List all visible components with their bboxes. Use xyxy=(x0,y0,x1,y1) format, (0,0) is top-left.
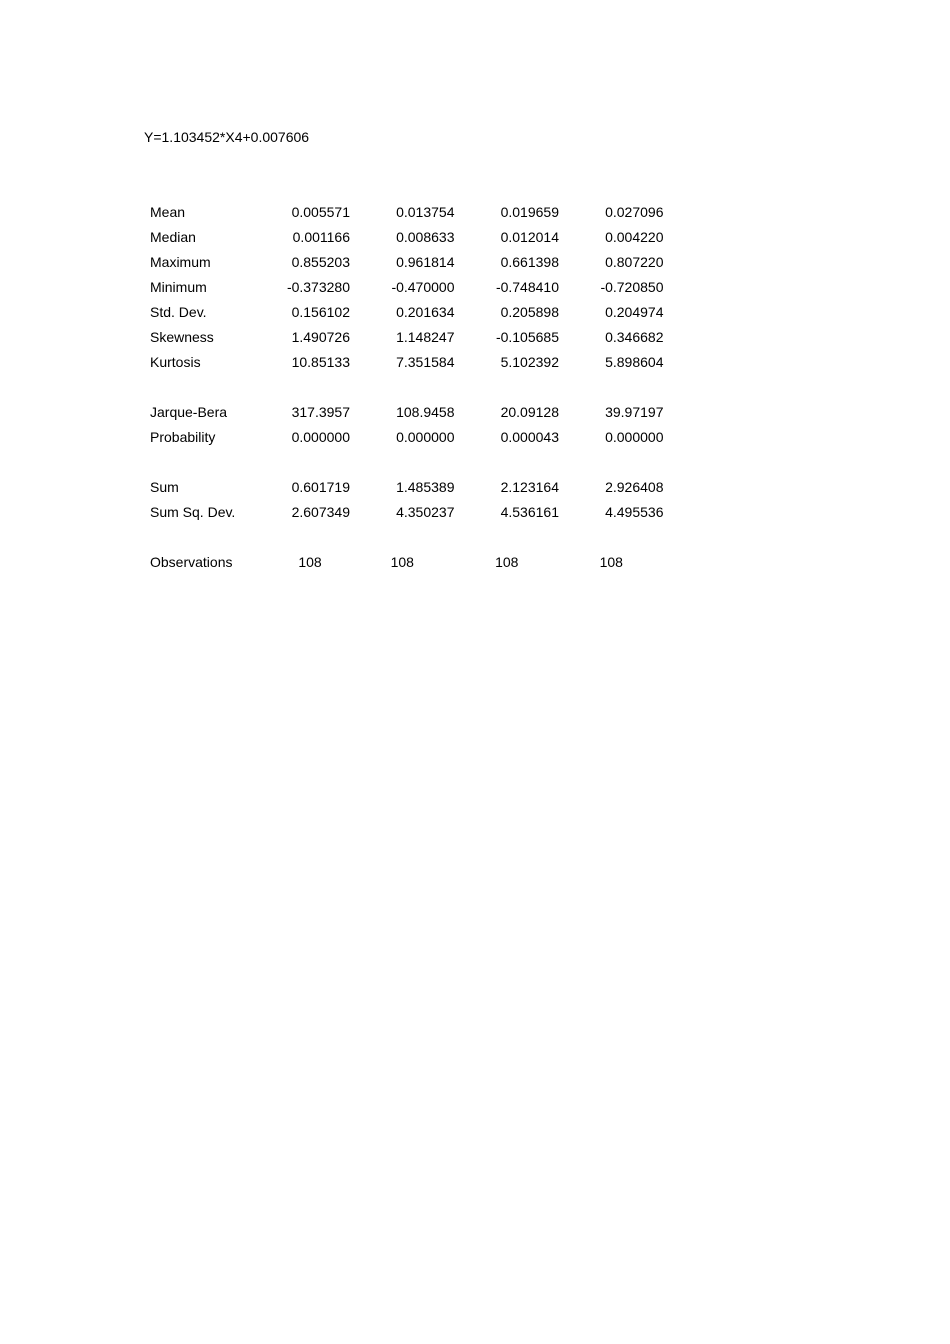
table-row xyxy=(150,225,664,250)
row-label: Std. Dev. xyxy=(150,304,207,320)
cell-value: 0.205898 xyxy=(500,304,559,320)
cell-value: -0.748410 xyxy=(495,279,559,295)
cell-value: 0.000043 xyxy=(500,429,559,445)
cell-value: 2.123164 xyxy=(500,479,559,495)
cell-value: 0.204974 xyxy=(605,304,664,320)
cell-value: 4.495536 xyxy=(605,504,664,520)
row-label: Skewness xyxy=(150,329,214,345)
row-label: Maximum xyxy=(150,254,211,270)
table-row xyxy=(150,275,664,300)
table-row xyxy=(150,425,664,450)
cell-value: 0.008633 xyxy=(396,229,455,245)
table-row xyxy=(150,250,664,275)
cell-value: 2.607349 xyxy=(291,504,350,520)
spacer-cell xyxy=(150,525,664,550)
cell-value: 0.005571 xyxy=(291,204,350,220)
table-row xyxy=(150,500,664,525)
table-row xyxy=(150,200,664,225)
row-label: Mean xyxy=(150,204,186,220)
table-row xyxy=(150,550,664,575)
descriptive-statistics-table xyxy=(150,200,664,575)
table-row xyxy=(150,475,664,500)
cell-value: 0.000000 xyxy=(605,429,664,445)
cell-value: 0.661398 xyxy=(500,254,559,270)
cell-value: 20.09128 xyxy=(500,404,559,420)
spacer-row xyxy=(150,450,664,475)
spacer-cell xyxy=(150,375,664,400)
cell-value: 2.926408 xyxy=(605,479,664,495)
table-row xyxy=(150,325,664,350)
cell-value: -0.105685 xyxy=(495,329,559,345)
cell-value: 5.898604 xyxy=(605,354,664,370)
cell-value: 10.85133 xyxy=(291,354,350,370)
cell-value: 0.019659 xyxy=(500,204,559,220)
cell-value: 0.807220 xyxy=(605,254,664,270)
table-row xyxy=(150,300,664,325)
row-label: Jarque-Bera xyxy=(150,404,228,420)
cell-value: 39.97197 xyxy=(605,404,664,420)
cell-value: 0.001166 xyxy=(292,229,350,245)
spacer-row xyxy=(150,525,664,550)
row-label: Observations xyxy=(150,554,233,570)
cell-value: 317.3957 xyxy=(291,404,350,420)
cell-value: 108.9458 xyxy=(396,404,455,420)
cell-value: -0.470000 xyxy=(391,279,455,295)
cell-value: 7.351584 xyxy=(396,354,455,370)
cell-value: 4.350237 xyxy=(396,504,455,520)
row-label: Probability xyxy=(150,429,216,445)
cell-value: -0.720850 xyxy=(600,279,664,295)
cell-value: 0.013754 xyxy=(396,204,455,220)
cell-value: 5.102392 xyxy=(500,354,559,370)
cell-value: 1.148247 xyxy=(396,329,455,345)
cell-value: 108 xyxy=(495,554,519,570)
cell-value: 0.000000 xyxy=(396,429,455,445)
table-row xyxy=(150,400,664,425)
cell-value: 108 xyxy=(298,554,322,570)
cell-value: 0.201634 xyxy=(396,304,455,320)
cell-value: 0.156102 xyxy=(291,304,350,320)
row-label: Sum Sq. Dev. xyxy=(150,504,236,520)
cell-value: 0.012014 xyxy=(500,229,559,245)
cell-value: 0.004220 xyxy=(605,229,664,245)
cell-value: 108 xyxy=(390,554,414,570)
row-label: Median xyxy=(150,229,196,245)
row-label: Sum xyxy=(150,479,179,495)
cell-value: -0.373280 xyxy=(286,279,350,295)
cell-value: 0.000000 xyxy=(291,429,350,445)
table-row xyxy=(150,350,664,375)
row-label: Kurtosis xyxy=(150,354,201,370)
cell-value: 0.601719 xyxy=(291,479,350,495)
cell-value: 4.536161 xyxy=(500,504,559,520)
cell-value: 108 xyxy=(599,554,623,570)
cell-value: 1.490726 xyxy=(291,329,350,345)
row-label: Minimum xyxy=(150,279,207,295)
spacer-row xyxy=(150,375,664,400)
cell-value: 0.027096 xyxy=(605,204,664,220)
cell-value: 0.346682 xyxy=(605,329,664,345)
cell-value: 1.485389 xyxy=(396,479,455,495)
cell-value: 0.855203 xyxy=(291,254,350,270)
cell-value: 0.961814 xyxy=(396,254,455,270)
spacer-cell xyxy=(150,450,664,475)
regression-equation: Y=1.103452*X4+0.007606 xyxy=(144,129,310,145)
